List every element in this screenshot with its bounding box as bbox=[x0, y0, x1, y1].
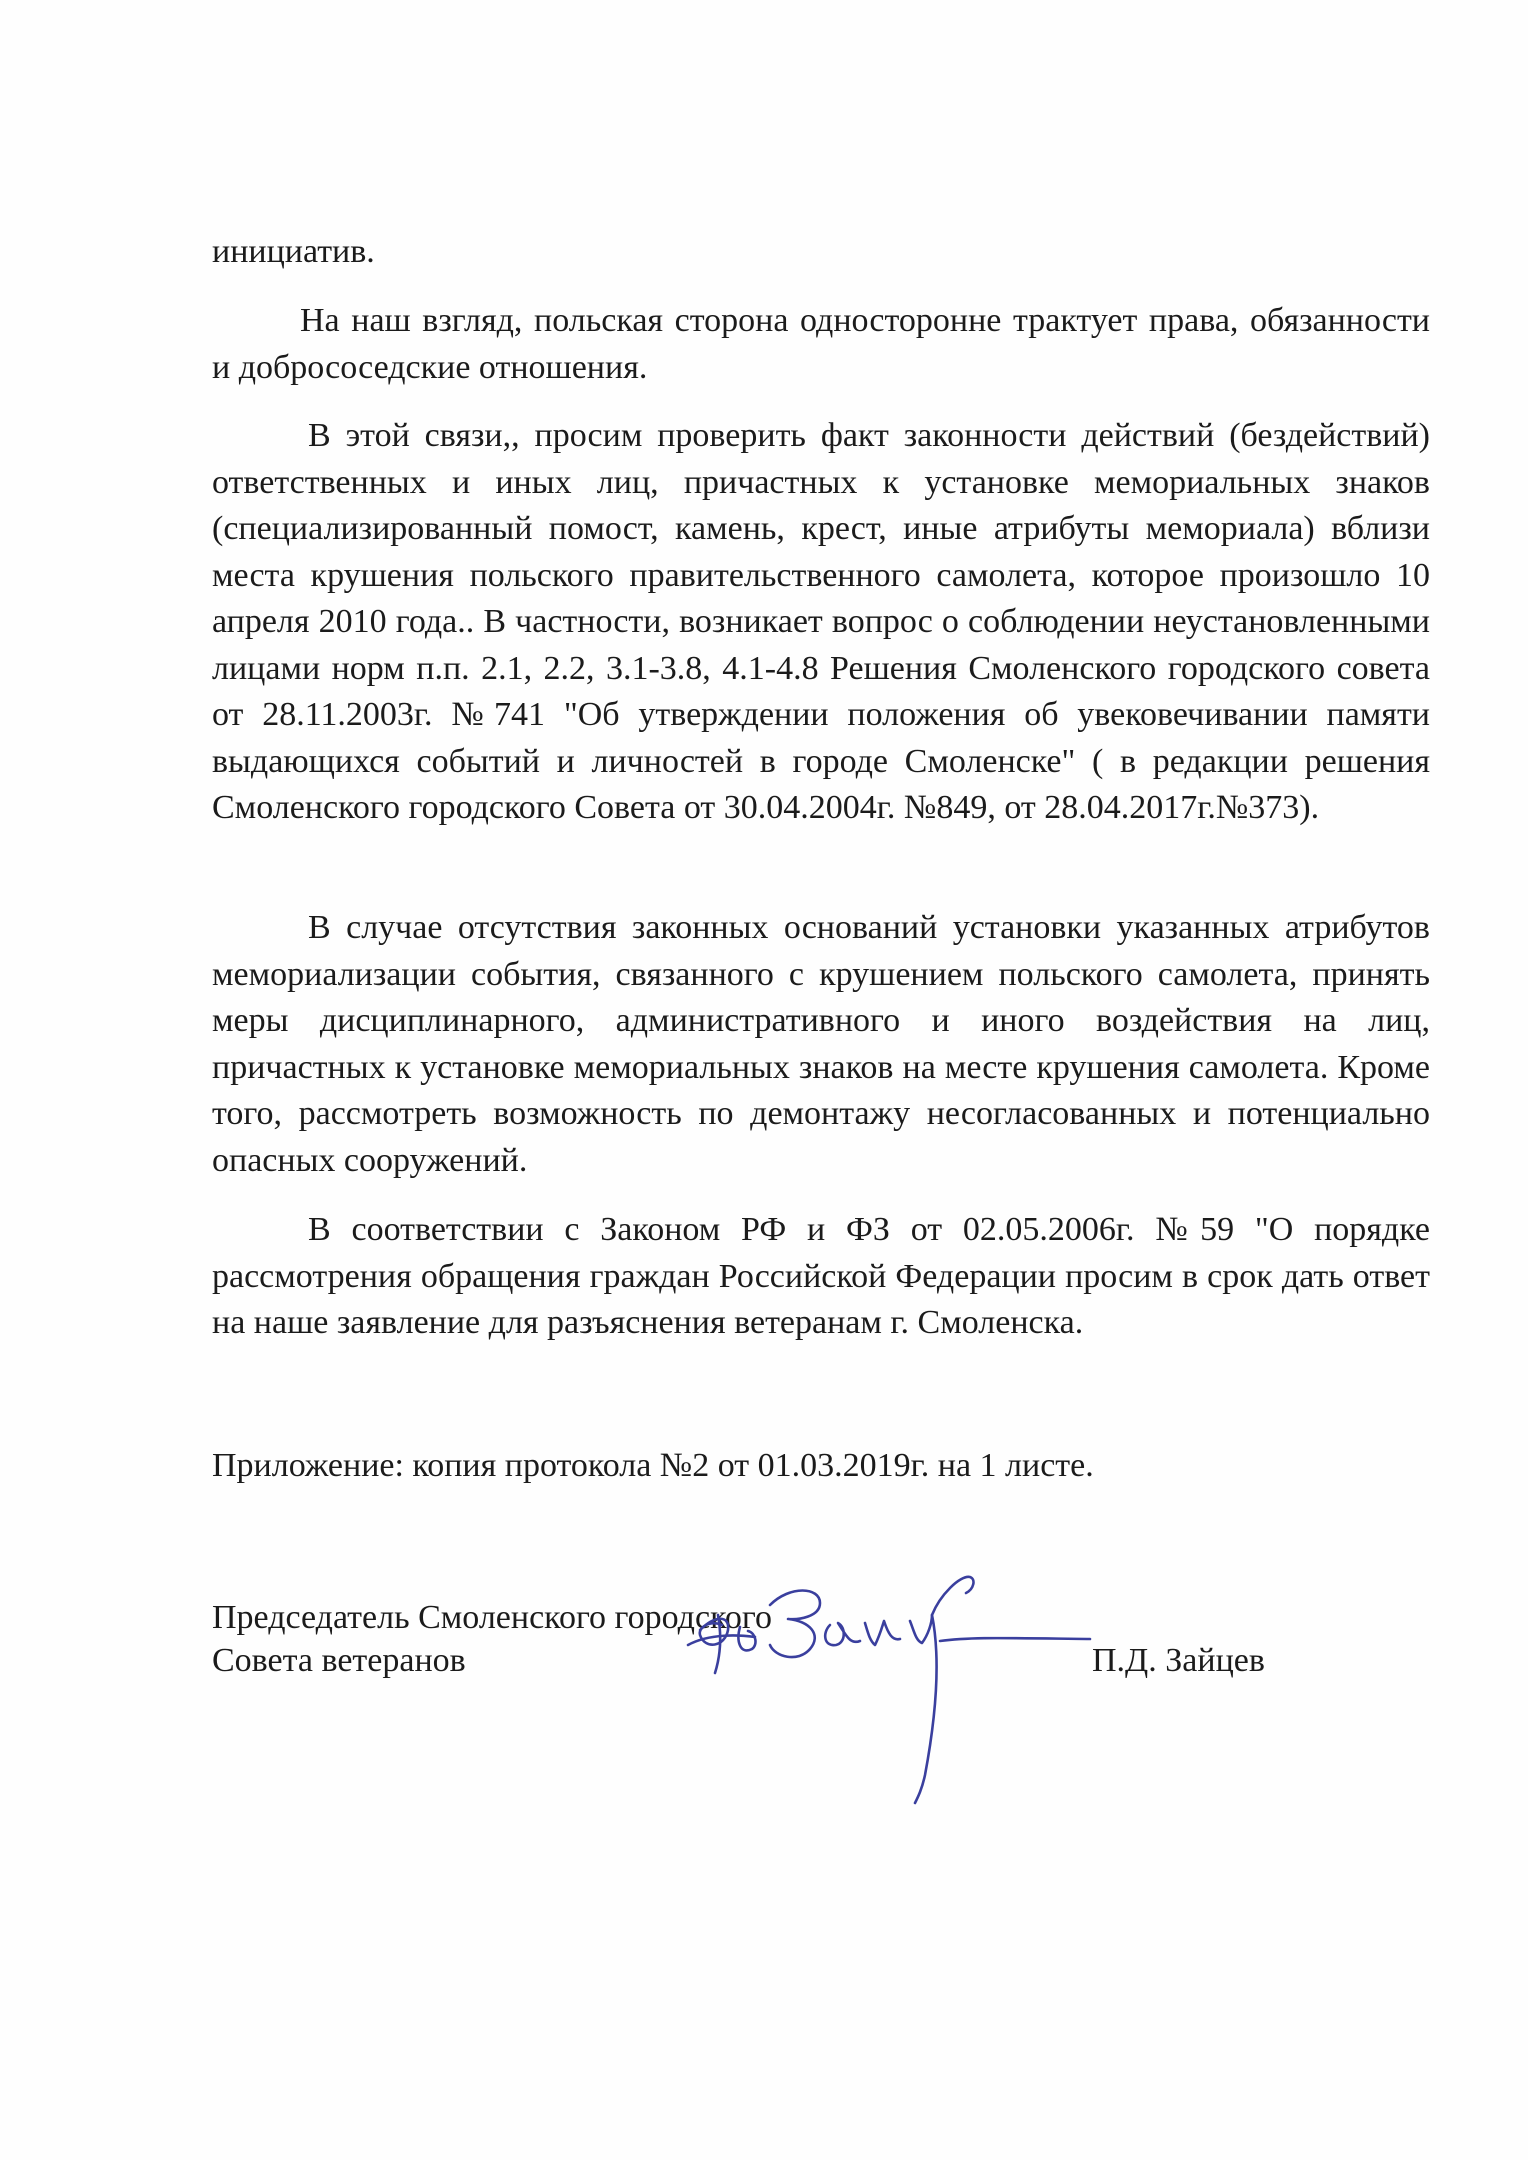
paragraph-4: В соответствии с Законом РФ и ФЗ от 02.05.2006г. №59 "О порядке рассмотрения обращения граждан Российской Федерации просим в срок дать ответ на наше заявление для разъяснения ветеранам г. Смоленска. bbox=[212, 1211, 1430, 1341]
paragraph-3: В случае отсутствия законных оснований установки указанных атрибутов мемориализации события, связанного с крушением польского самолета, принять меры дисциплинарного, административного и иного воздействия на лиц, причастных к установке мемориальных знаков на месте крушения самолета. Кроме того, рассмотреть возможность по демонтажу несогласованных и потенциально опасных сооружений. bbox=[212, 909, 1430, 1179]
continuation-text: инициатив. bbox=[212, 233, 375, 270]
paragraph-1: На наш взгляд, польская сторона односторонне трактует права, обязанности и добрососедские отношения. bbox=[212, 302, 1430, 386]
attachment-line: Приложение: копия протокола №2 от 01.03.2019г. на 1 листе. bbox=[212, 1447, 1094, 1484]
handwritten-signature bbox=[670, 1575, 1100, 1815]
signatory-title-line-1: Председатель Смоленского городского bbox=[212, 1599, 772, 1636]
signatory-name: П.Д. Зайцев bbox=[1092, 1642, 1265, 1679]
signatory-title-line-2: Совета ветеранов bbox=[212, 1642, 466, 1679]
paragraph-2: В этой связи,, просим проверить факт законности действий (бездействий) ответственных и иных лиц, причастных к установке мемориальных знаков (специализированный помост, камень, крест, иные атрибуты мемориала) вблизи места крушения польского правительственного самолета, которое произошло 10 апреля 2010 года.. В частности, возникает вопрос о соблюдении неустановленными лицами норм п.п. 2.1, 2.2, 3.1-3.8, 4.1-4.8 Решения Смоленского городского совета от 28.11.2003г. №741 "Об утверждении положения об увековечивании памяти выдающихся событий и личностей в городе Смоленске" ( в редакции решения Смоленского городского Совета от 30.04.2004г. №849, от 28.04.2017г.№373). bbox=[212, 417, 1430, 826]
